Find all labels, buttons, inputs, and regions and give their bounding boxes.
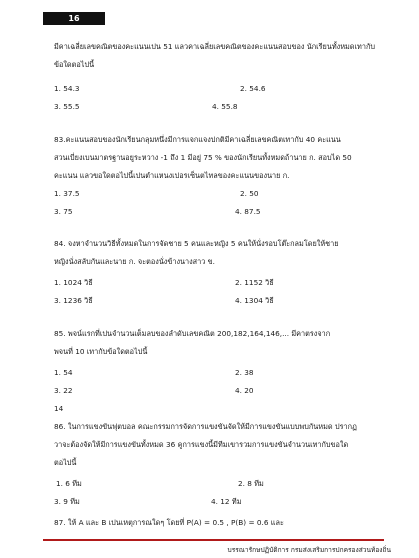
q83-choice-4: 4. 87.5	[235, 207, 261, 216]
q86-choice-4: 4. 12 ทีม	[211, 497, 242, 506]
q83-line-3: คะแนน แลวขอใดตอไปนี้เปนตำแหนงเปอรเซ็นตไทลของคะแนนของนาย ก.	[54, 171, 290, 180]
intro-choice-1: 1. 54.3	[54, 84, 80, 93]
q84-choice-4: 4. 1304 วิธี	[235, 296, 274, 305]
q83-line-1: 83.คะแนนสอบของนักเรียนกลุมหนึ่งมีการแจกแจงปกติมีคาเฉลี่ยเลขคณิตเทากับ 40 คะแนน	[54, 135, 341, 144]
q83-line-2: สวนเบี่ยงเบนมาตรฐานอยูระหวาง -1 ถึง 1 มีอยู่ 75 % ของนักเรียนทั้งหมดถ้านาย ก. สอบได 50	[54, 153, 352, 162]
q84-choice-1: 1. 1024 วิธี	[54, 278, 93, 287]
q85-note: 14	[54, 404, 64, 413]
q85-line-2: พจนที่ 10 เทากับข้อใดตอไปนี้	[54, 347, 148, 356]
intro-line-1: มีคาเฉลี่ยเลขคณิตของคะแนนเปน 51 แลวคาเฉลี่ยเลขคณิตของคะแนนสอบของ นักเรียนทั้งหมดเทากับ	[54, 42, 375, 51]
q86-line-3: ตอไปนี้	[54, 458, 77, 467]
q83-choice-2: 2. 50	[240, 189, 259, 198]
q85-choice-2: 2. 38	[235, 368, 254, 377]
footer-rule	[43, 539, 384, 541]
q83-choice-3: 3. 75	[54, 207, 73, 216]
q83-choice-1: 1. 37.5	[54, 189, 80, 198]
intro-line-2: ข้อใดตอไปนี้	[54, 60, 95, 69]
intro-choice-2: 2. 54.6	[240, 84, 266, 93]
q85-choice-1: 1. 54	[54, 368, 73, 377]
q86-line-2: วาจะต้องจัดให้มีการแขงขันทั้งหมด 36 คูการแขงนี้มีทีมเขารวมการแขงขันจำนวนเทากับขอใด	[54, 440, 349, 449]
q84-line-1: 84. จงหาจำนวนวิธีทั้งหมดในการจัดชาย 5 คนและหญิง 5 คนให้นั่งรอบโต๊ะกลมโดยให้ชาย	[54, 239, 339, 248]
q86-line-1: 86. ในการแขงขันฟุตบอล คณะกรรมการจัดการแขงขันจัดให้มีการแขงขันแบบพบกันหมด ปรากฏ	[54, 422, 357, 431]
q85-choice-4: 4. 20	[235, 386, 254, 395]
intro-choice-4: 4. 55.8	[212, 102, 238, 111]
intro-choice-3: 3. 55.5	[54, 102, 80, 111]
q84-choice-3: 3. 1236 วิธี	[54, 296, 93, 305]
q85-choice-3: 3. 22	[54, 386, 73, 395]
page-number: 16	[43, 12, 105, 25]
q87-line-1: 87. ให้ A และ B เปนเหตุการณใดๆ โดยที่ P(A) = 0.5 , P(B) = 0.6 และ	[54, 518, 284, 527]
q85-line-1: 85. พจน์แรกที่เปนจำนวนเต็มลบของลำดับเลขคณิต 200,182,164,146,... มีคาตรงจาก	[54, 329, 331, 338]
footer-text: บรรณารักษปฏิบัติการ กรมส่งเสริมการปกครองส่วนท้องถิ่น	[227, 546, 391, 554]
q86-choice-2: 2. 8 ทีม	[238, 479, 264, 488]
q84-choice-2: 2. 1152 วิธี	[235, 278, 274, 287]
q86-choice-1: 1. 6 ทีม	[56, 479, 82, 488]
q86-choice-3: 3. 9 ทีม	[54, 497, 80, 506]
q84-line-2: หญิงนั่งสลับกันและนาย ก. จะตองนั่งข้างนางสาว ข.	[54, 257, 215, 266]
